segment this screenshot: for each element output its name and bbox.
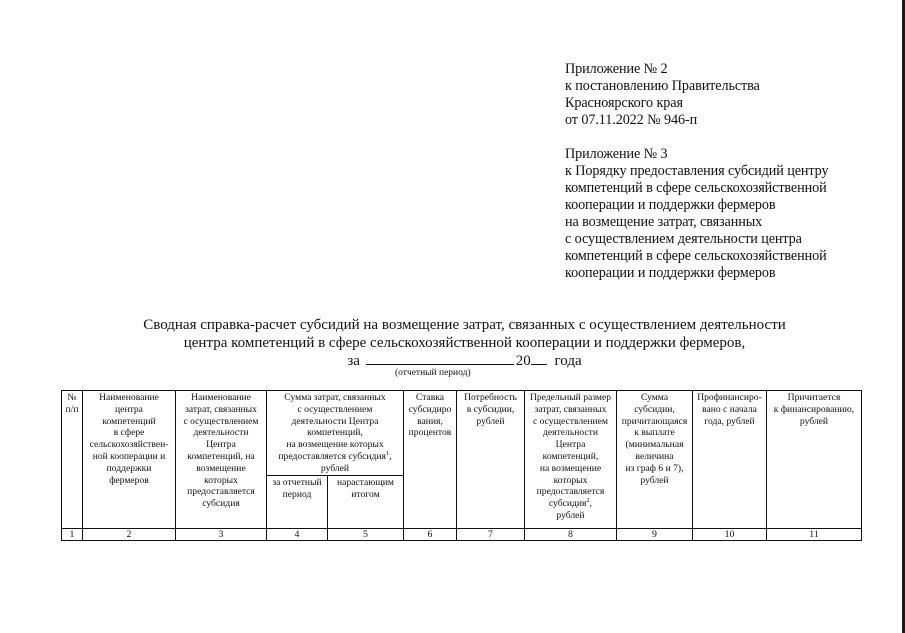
header-cell-subsidy-rate: Ставка субсидиро вания, процентов — [404, 391, 457, 529]
column-number-cell: 10 — [693, 529, 767, 541]
appendix-2-line: к постановлению Правительства — [565, 78, 760, 94]
header-cell-payable-amount: Сумма субсидии, причитающаяся к выплате (минимальная величина из граф 6 и 7), рублей — [617, 391, 693, 529]
year-blank-field[interactable] — [531, 351, 547, 365]
column-number-cell: 8 — [525, 529, 617, 541]
appendix-2-line: Красноярского края — [565, 95, 683, 111]
header-cell-to-finance: Причитается к финансированию, рублей — [767, 391, 862, 529]
appendix-3-line: кооперации и поддержки фермеров — [565, 265, 776, 281]
header-cell-cumulative: нарастающим итогом — [328, 476, 404, 529]
column-number-cell: 6 — [404, 529, 457, 541]
appendix-3-line: на возмещение затрат, связанных — [565, 214, 763, 230]
header-cell-cost-limit: Предельный размер затрат, связанных с осуществлением деятельности Центра компетенций, на возмещение которых предоставляется субсидия$^2$, рублей — [525, 391, 617, 529]
period-caption: (отчетный период) — [395, 368, 471, 378]
column-number-cell: 7 — [457, 529, 525, 541]
header-cell-center-name: Наименование центра компетенций в сфере сельскохозяйствен- ной кооперации и поддержки фермеров — [83, 391, 176, 529]
appendix-3-line: Приложение № 3 — [565, 146, 668, 162]
column-number-cell: 5 — [328, 529, 404, 541]
header-cell-financed: Профинансиро- вано с начала года, рублей — [693, 391, 767, 529]
period-prefix: за — [347, 353, 360, 369]
table-header-row — [62, 391, 862, 476]
header-cell-number: № п/п — [62, 391, 83, 529]
period-blank-field[interactable] — [366, 351, 514, 365]
column-number-cell: 11 — [767, 529, 862, 541]
column-number-cell: 4 — [267, 529, 328, 541]
header-cell-cost-name: Наименование затрат, связанных с осуществлением деятельности Центра компетенций, на возмещение которых предоставляется субсидия — [176, 391, 267, 529]
header-cell-reporting-period: за отчетный период — [267, 476, 328, 529]
appendix-3-line: кооперации и поддержки фермеров — [565, 197, 776, 213]
appendix-2-header — [565, 61, 895, 129]
header-cell-cost-sum-group: Сумма затрат, связанных с осуществлением деятельности Центра компетенций, на возмещение которых предоставляется субсидия$^1$, рублей — [267, 391, 404, 476]
header-cell-subsidy-need: Потребность в субсидии, рублей — [457, 391, 525, 529]
year-prefix: 20 — [515, 353, 531, 369]
appendix-2-line: Приложение № 2 — [565, 61, 668, 77]
column-number-cell: 9 — [617, 529, 693, 541]
appendix-2-line: от 07.11.2022 № 946-п — [565, 112, 698, 128]
appendix-3-line: к Порядку предоставления субсидий центру — [565, 163, 829, 179]
appendix-3-line: с осуществлением деятельности центра — [565, 231, 802, 247]
appendix-3-line: компетенций в сфере сельскохозяйственной — [565, 248, 827, 264]
period-suffix: года — [554, 353, 582, 369]
appendix-3-line: компетенций в сфере сельскохозяйственной — [565, 180, 827, 196]
appendix-3-header — [565, 146, 895, 282]
subsidy-calculation-table — [61, 390, 862, 541]
column-number-cell: 1 — [62, 529, 83, 541]
document-title-line-2: центра компетенций в сфере сельскохозяйственной кооперации и поддержки фермеров, — [183, 335, 746, 351]
column-number-cell: 2 — [83, 529, 176, 541]
column-number-row — [62, 529, 862, 541]
document-title-line-1: Сводная справка-расчет субсидий на возмещение затрат, связанных с осуществлением деятельности — [143, 317, 786, 333]
column-number-cell: 3 — [176, 529, 267, 541]
